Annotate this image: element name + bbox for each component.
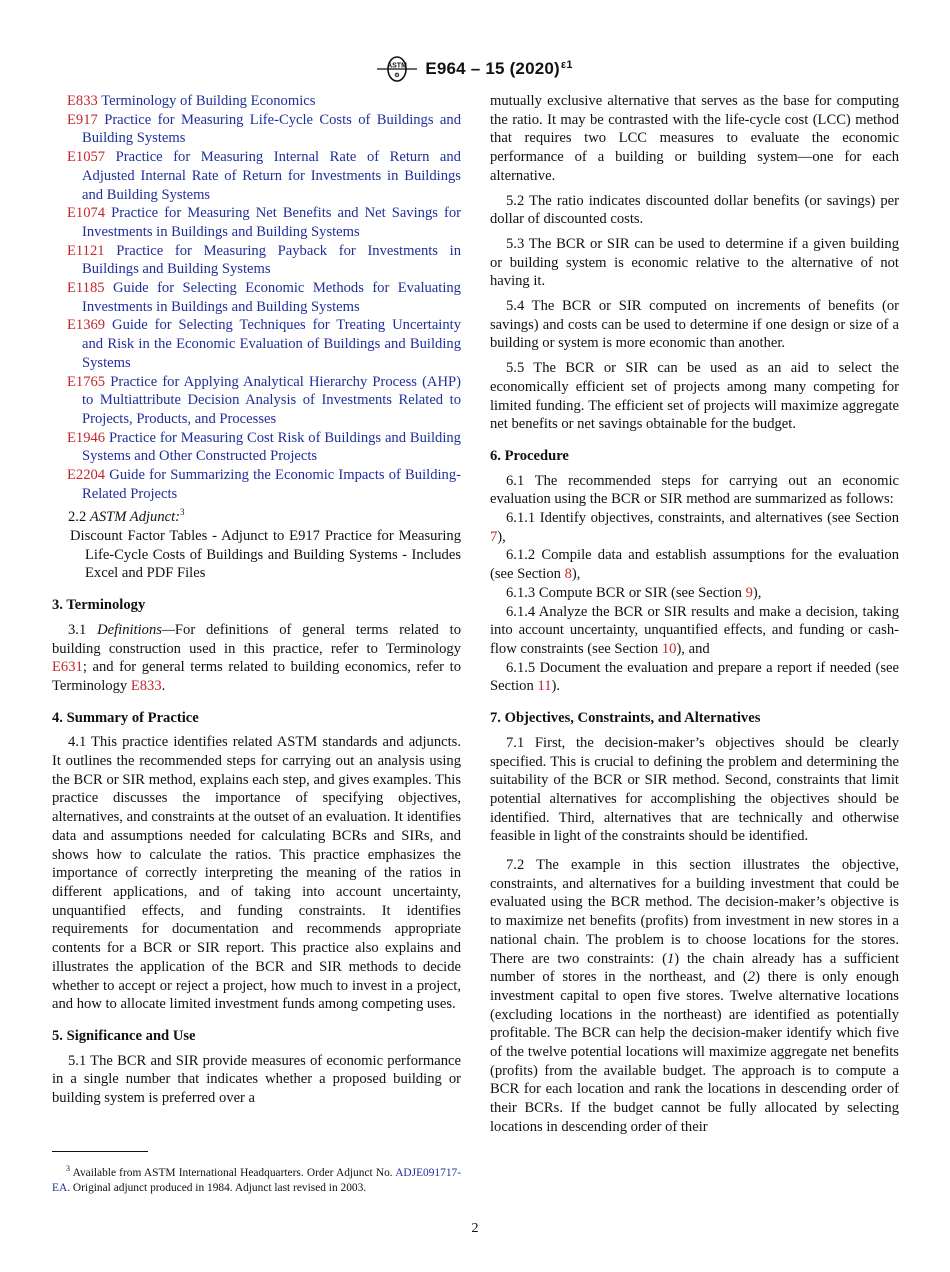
referenced-documents xyxy=(52,92,461,503)
section-7-1: 7.1 First, the decision-maker’s objectives should be clearly specified. This is crucial to defining the problem and determining the suitability of the BCR or SIR method. Second, constraints that limit potential alternatives for accomplishing the objectives should be identified. Third, alternatives that are technically and otherwise feasible in light of the constraints should be identified. xyxy=(490,734,899,845)
section-5-5: 5.5 The BCR or SIR can be used as an aid to select the economically efficient set of projects among many competing for limited funding. The efficient set of projects will maximize aggregate net benefits or net savings obtainable for the budget. xyxy=(490,360,899,433)
ref-item[interactable]: E1185 Guide for Selecting Economic Methods for Evaluating Investments in Buildings and Building Systems xyxy=(67,280,461,315)
ref-item[interactable]: E2204 Guide for Summarizing the Economic Impacts of Building-Related Projects xyxy=(67,467,461,502)
adjunct-heading: 2.2 ASTM Adjunct:$^3$ xyxy=(68,507,185,526)
ref-item[interactable]: E1074 Practice for Measuring Net Benefits and Net Savings for Investments in Buildings and Building Systems xyxy=(67,205,461,240)
section-5-heading: 5. Significance and Use xyxy=(52,1027,196,1044)
link-section-11[interactable]: 11 xyxy=(537,678,552,695)
page-number: 2 xyxy=(471,1221,479,1236)
section-5-1-start: 5.1 The BCR and SIR provide measures of economic performance in a single number that indicates whether a proposed building or building system is preferred over a xyxy=(52,1052,461,1107)
ref-item[interactable]: E1121 Practice for Measuring Payback for Investments in Buildings and Building Systems xyxy=(67,242,461,278)
section-5-3: 5.3 The BCR or SIR can be used to determine if a given building or building system is economic relative to the alternative of not having it. xyxy=(490,235,899,290)
link-section-9[interactable]: 9 xyxy=(745,584,753,601)
section-6-1: 6.1 The recommended steps for carrying out an economic evaluation using the BCR or SIR method are summarized as follows: xyxy=(490,472,899,508)
footnote: $^3$ Available from ASTM International Headquarters. Order Adjunct No. ADJE091717-EA. Original adjunct produced in 1984. Adjunct last revised in 2003. xyxy=(52,1164,462,1194)
link-e833[interactable]: E833 xyxy=(130,677,162,694)
ref-item[interactable]: E1057 Practice for Measuring Internal Rate of Return and Adjusted Internal Rate of Return for Investments in Buildings and Building Systems xyxy=(67,149,461,203)
link-section-7[interactable]: 7 xyxy=(490,528,498,545)
page-header xyxy=(0,56,950,82)
adjunct-text: Discount Factor Tables - Adjunct to E917 Practice for Measuring Life-Cycle Costs of Buildings and Building Systems - Includes Excel and PDF Files xyxy=(70,528,461,582)
section-3-heading: 3. Terminology xyxy=(52,597,146,614)
ref-item[interactable]: E1369 Guide for Selecting Techniques for Treating Uncertainty and Risk in the Economic Evaluation of Buildings and Building Systems xyxy=(67,317,462,371)
section-7-2: 7.2 The example in this section illustrates the objective, constraints, and alternatives for a building investment that could be evaluated using the BCR method. The decision-maker’s objective is to maximize net benefits (profits) from investment in new stores in a national chain. The problem is to choose locations for the stores. There are two constraints: (1) the chain already has a sufficient number of stores in the northeast, and (2) there is only enough investment capital to open five stores. Twelve alternative locations (excluding locations in the northeast) are identified as potentially profitable. The BCR can help the decision-maker identify which five of the twelve potential locations will maximize aggregate net benefits (profits) from the available budget. The approach is to compute a BCR for each location and rank the locations in descending order of their BCRs. If the budget cannot be fully allocated by selecting locations in descending order of their xyxy=(490,857,899,1135)
section-5-2: 5.2 The ratio indicates discounted dollar benefits (or savings) per dollar of discounted costs. xyxy=(490,192,899,228)
document-designation: E964 – 15 $(2020)^{\varepsilon 1}$ xyxy=(425,59,573,78)
adjunct-link[interactable]: ADJE091717-EA xyxy=(52,1166,462,1194)
section-6-1-1: 6.1.1 Identify objectives, constraints, and alternatives (see Section 7), xyxy=(490,510,899,545)
section-6-1-2: 6.1.2 Compile data and establish assumptions for the evaluation (see Section 8), xyxy=(490,547,899,583)
section-7-heading: 7. Objectives, Constraints, and Alternatives xyxy=(490,710,761,727)
section-4-1: 4.1 This practice identifies related ASTM standards and adjuncts. It outlines the recommended steps for carrying out an analysis using the BCR or SIR method, explains each step, and gives examples. This practice discusses the importance of specifying objectives, alternatives, and constraints at the outset of an evaluation. It identifies data and assumptions needed for calculating BCRs and SIRs, and shows how to calculate the ratios. This practice emphasizes the importance of correctly interpreting the meaning of the ratios in different applications, and of taking into account uncertainty, unquantified effects, and funding constraints. It identifies requirements for documentation and recommends appropriate contents for a BCR or SIR report. This practice also explains and illustrates the application of the BCR and SIR methods to decide whether to accept or reject a project, how much to invest in a project, and how to allocate limited investment funds among competing uses. xyxy=(52,734,461,1013)
ref-item[interactable]: E1765 Practice for Applying Analytical Hierarchy Process (AHP) to Multiattribute Decision Analysis of Investments Related to Projects, Products, and Processes xyxy=(67,373,461,427)
section-6-1-3: 6.1.3 Compute BCR or SIR (see Section 9), xyxy=(506,584,762,601)
svg-text:ASTM: ASTM xyxy=(387,62,408,70)
link-e631[interactable]: E631 xyxy=(52,659,83,676)
left-column xyxy=(52,92,461,1108)
section-3-1: 3.1 Definitions—For definitions of general terms related to building construction used in this practice, refer to Terminology E631; and for general terms related to building economics, refer to Terminology E833. xyxy=(52,621,461,694)
ref-item[interactable]: E1946 Practice for Measuring Cost Risk of Buildings and Building Systems and Other Constructed Projects xyxy=(67,429,461,465)
astm-logo-icon xyxy=(377,56,417,82)
section-4-heading: 4. Summary of Practice xyxy=(52,709,199,726)
section-5-4: 5.4 The BCR or SIR computed on increments of benefits (or savings) and costs can be used to determine if one design or size of a building or system is more economic than another. xyxy=(490,298,899,352)
svg-text:⚙: ⚙ xyxy=(394,73,401,79)
link-section-10[interactable]: 10 xyxy=(661,640,677,657)
section-6-1-5: 6.1.5 Document the evaluation and prepare a report if needed (see Section 11). xyxy=(490,659,899,695)
link-section-8[interactable]: 8 xyxy=(564,566,572,583)
ref-item[interactable]: E917 Practice for Measuring Life-Cycle Costs of Buildings and Building Systems xyxy=(67,111,461,147)
section-6-1-4: 6.1.4 Analyze the BCR or SIR results and make a decision, taking into account uncertainty, unquantified effects, and funding or cash-flow constraints (see Section 10), and xyxy=(490,603,899,657)
epsilon-superscript: ε1 xyxy=(560,59,573,71)
right-column xyxy=(490,92,899,1137)
section-5-1-cont: mutually exclusive alternative that serves as the base for computing the ratio. It may be contrasted with the life-cycle cost (LCC) method that requires two LCC measures to evaluate the economic performance of a building or building system—one for each alternative. xyxy=(490,93,899,184)
footnote-rule xyxy=(52,1151,148,1152)
ref-item[interactable]: E833 Terminology of Building Economics xyxy=(67,93,316,109)
section-6-heading: 6. Procedure xyxy=(490,447,569,464)
